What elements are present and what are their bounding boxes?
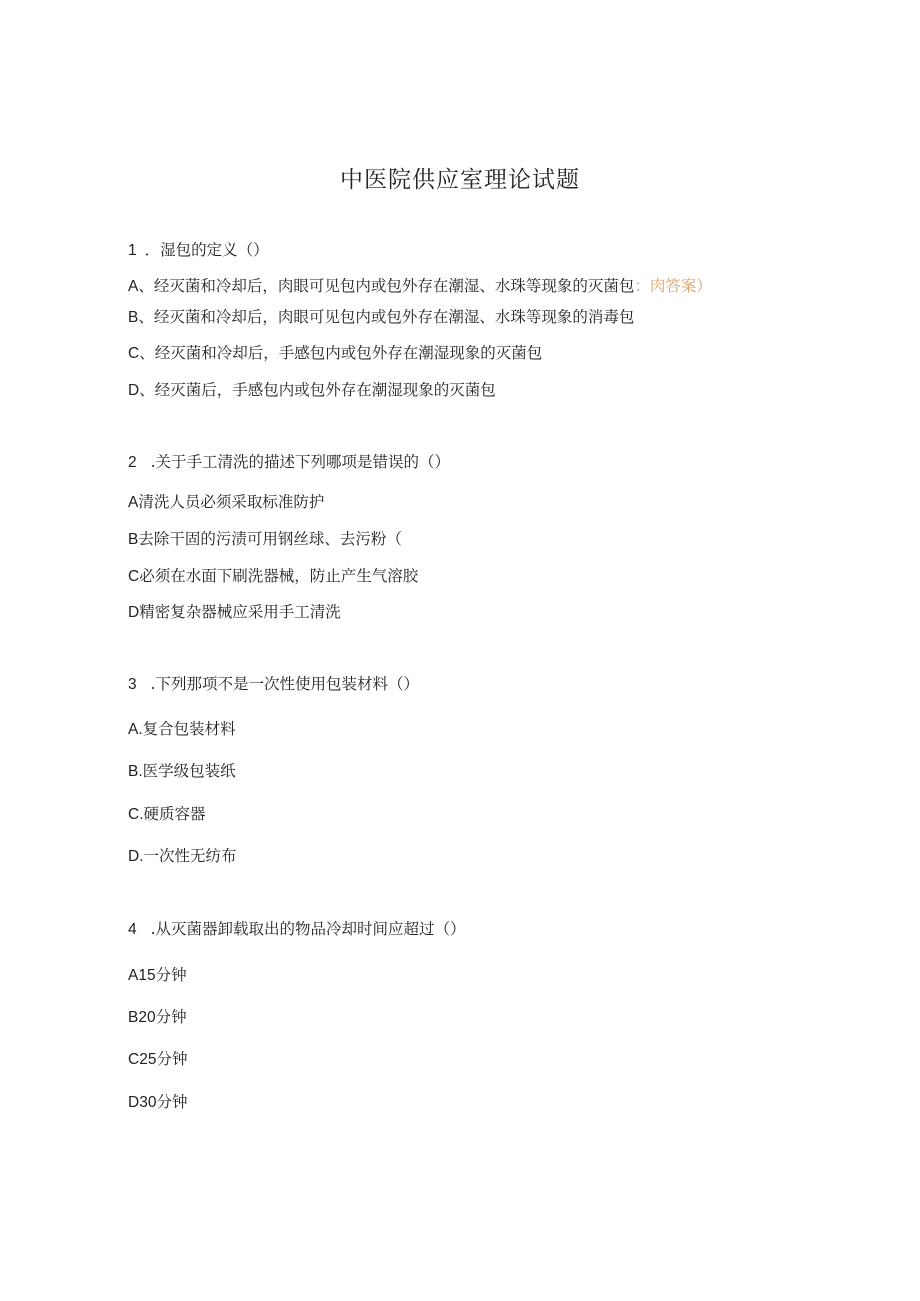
option-text: 一次性无纺布 — [143, 847, 237, 865]
question-text: ．湿包的定义（） — [144, 241, 269, 259]
question-2-option-b — [128, 528, 402, 551]
option-letter: B20 — [128, 1009, 156, 1026]
option-letter: A15 — [128, 967, 156, 984]
option-text: 清洗人员必须采取标准防护 — [138, 493, 325, 511]
question-2-option-d — [128, 601, 341, 624]
option-letter: D. — [128, 848, 144, 865]
page-title: 中医院供应室理论试题 — [340, 167, 580, 193]
question-number: 3 — [128, 676, 137, 693]
question-1-stem — [128, 239, 269, 262]
option-text: 硬质容器 — [143, 805, 206, 823]
option-text: 、经灭菌和冷却后，手感包内或包外存在潮湿现象的灭菌包 — [139, 344, 543, 362]
question-3-option-c — [128, 803, 206, 826]
question-1-option-b — [128, 306, 634, 329]
question-number: 2 — [128, 454, 137, 471]
option-letter: A — [128, 278, 139, 295]
option-letter: D — [128, 604, 140, 621]
option-text: 、经灭菌后，手感包内或包外存在潮湿现象的灭菌包 — [139, 381, 496, 399]
option-text: 必须在水面下刷洗器械，防止产生气溶胶 — [139, 567, 419, 585]
option-text: 分钟 — [155, 1008, 187, 1026]
answer-note: ：肉答案） — [634, 277, 712, 295]
question-text: .关于手工清洗的描述下列哪项是错误的（） — [150, 453, 451, 471]
option-text: 、经灭菌和冷却后，肉眼可见包内或包外存在潮湿、水珠等现象的灭菌包 — [138, 277, 635, 295]
option-letter: C. — [128, 806, 144, 823]
option-letter: B — [128, 309, 139, 326]
question-3-option-b — [128, 760, 236, 783]
option-letter: C — [128, 568, 140, 585]
question-1-option-c — [128, 342, 542, 365]
option-letter: D — [128, 382, 140, 399]
question-4-stem — [128, 918, 466, 941]
question-1-option-a — [128, 275, 712, 298]
option-text: 、经灭菌和冷却后，肉眼可见包内或包外存在潮湿、水珠等现象的消毒包 — [138, 308, 635, 326]
option-text: 医学级包装纸 — [142, 762, 236, 780]
option-letter: B. — [128, 763, 143, 780]
question-4-option-a — [128, 964, 187, 987]
question-3-option-a — [128, 718, 236, 741]
question-2-stem — [128, 451, 450, 474]
option-text: 分钟 — [156, 1093, 188, 1111]
option-text: 分钟 — [156, 1050, 188, 1068]
question-3-stem — [128, 673, 419, 696]
option-letter: C — [128, 345, 140, 362]
option-text: 精密复杂器械应采用手工清洗 — [139, 603, 341, 621]
question-2-option-a — [128, 491, 324, 514]
question-4-option-b — [128, 1006, 187, 1029]
question-4-option-c — [128, 1048, 187, 1071]
option-letter: D30 — [128, 1094, 157, 1111]
question-3-option-d — [128, 845, 237, 868]
question-2-option-c — [128, 565, 418, 588]
question-4-option-d — [128, 1091, 187, 1114]
question-1-option-d — [128, 379, 496, 402]
option-text: 去除干固的污渍可用钢丝球、去污粉（ — [138, 530, 402, 548]
option-letter: B — [128, 531, 139, 548]
question-number: 1 — [128, 242, 137, 259]
option-text: 分钟 — [155, 966, 187, 984]
question-text: .下列那项不是一次性使用包装材料（） — [150, 675, 420, 693]
option-letter: A. — [128, 721, 143, 738]
option-text: 复合包装材料 — [142, 720, 236, 738]
question-number: 4 — [128, 921, 137, 938]
question-text: .从灭菌器卸载取出的物品冷却时间应超过（） — [150, 920, 466, 938]
option-letter: C25 — [128, 1051, 157, 1068]
option-letter: A — [128, 494, 139, 511]
